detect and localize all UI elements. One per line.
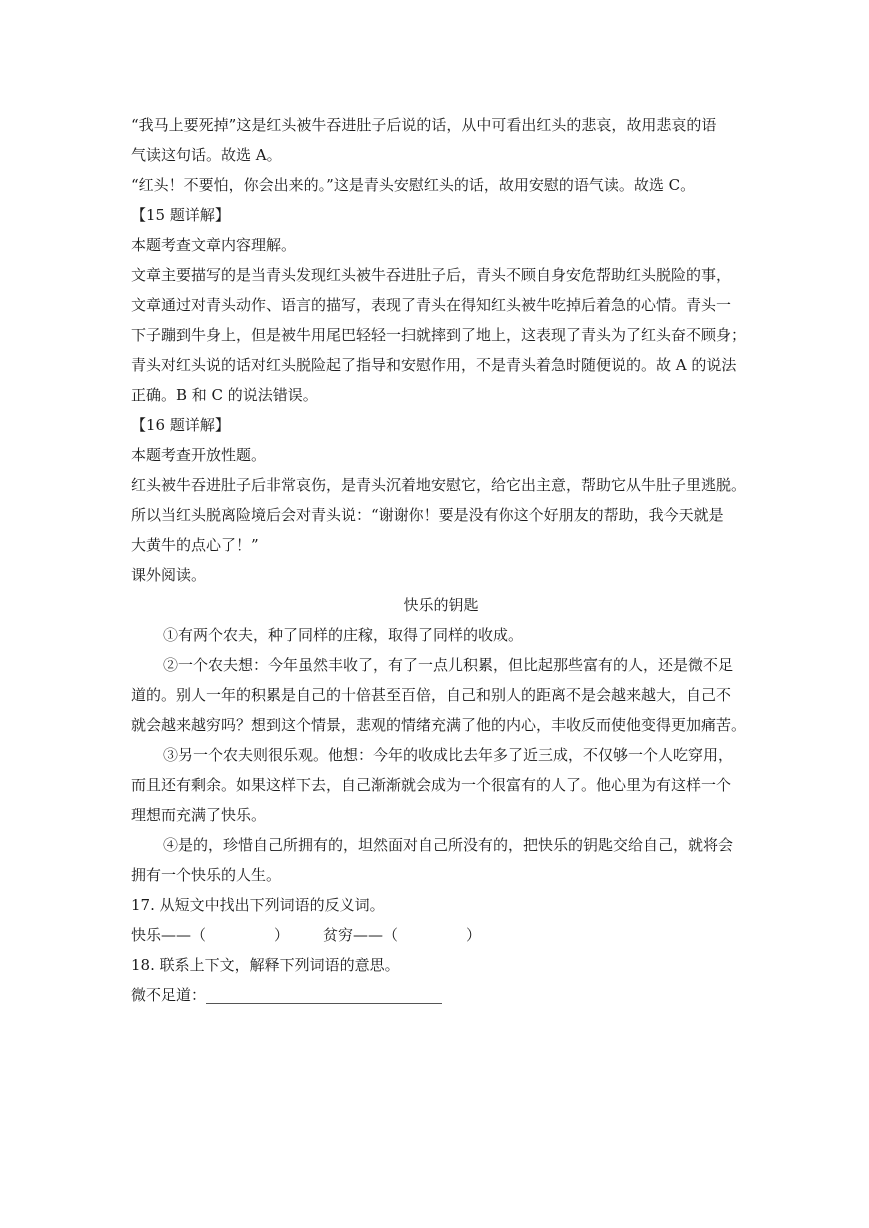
text-line: 青头对红头说的话对红头脱险起了指导和安慰作用，不是青头着急时随便说的。故 A 的说法 bbox=[131, 356, 737, 374]
section-heading-16: 【16 题详解】 bbox=[131, 416, 230, 434]
text-line: 气读这句话。故选 A。 bbox=[131, 146, 282, 164]
text-line: 本题考查开放性题。 bbox=[131, 446, 267, 464]
text-line: 文章主要描写的是当青头发现红头被牛吞进肚子后，青头不顾自身安危帮助红头脱险的事， bbox=[131, 266, 732, 284]
passage-title: 快乐的钥匙 bbox=[403, 596, 479, 614]
question-18-answer bbox=[131, 980, 751, 1010]
passage-line: 就会越来越穷吗？想到这个情景，悲观的情绪充满了他的内心，丰收反而使他变得更加痛苦。 bbox=[131, 716, 747, 734]
passage-paragraph-4: ④是的，珍惜自己所拥有的，坦然面对自己所没有的，把快乐的钥匙交给自己，就将会 bbox=[163, 836, 734, 854]
text-line: 下子蹦到牛身上，但是被牛用尾巴轻轻一扫就摔到了地上，这表现了青头为了红头奋不顾身； bbox=[131, 326, 747, 344]
text-line: 所以当红头脱离险境后会对青头说：“谢谢你！要是没有你这个好朋友的帮助，我今天就是 bbox=[131, 506, 724, 524]
passage-paragraph-1: ①有两个农夫，种了同样的庄稼，取得了同样的收成。 bbox=[163, 626, 524, 644]
passage-line: 理想而充满了快乐。 bbox=[131, 806, 267, 824]
text-line: 红头被牛吞进肚子后非常哀伤，是青头沉着地安慰它，给它出主意，帮助它从牛肚子里逃脱。 bbox=[131, 476, 747, 494]
answer-underline[interactable] bbox=[206, 985, 442, 1004]
text-line: 课外阅读。 bbox=[131, 566, 207, 584]
text-line: 本题考查文章内容理解。 bbox=[131, 236, 297, 254]
question-17-answers bbox=[131, 920, 751, 950]
antonym-prompt-pinqiong: 贫穷——（ bbox=[323, 926, 399, 944]
passage-line: 而且还有剩余。如果这样下去，自己渐渐就会成为一个很富有的人了。他心里为有这样一个 bbox=[131, 776, 732, 794]
passage-line: 道的。别人一年的积累是自己的十倍甚至百倍，自己和别人的距离不是会越来越大，自己不 bbox=[131, 686, 732, 704]
question-18: 18. 联系上下文，解释下列词语的意思。 bbox=[131, 956, 400, 974]
text-line: “我马上要死掉”这是红头被牛吞进肚子后说的话，从中可看出红头的悲哀，故用悲哀的语 bbox=[131, 116, 717, 134]
section-heading-15: 【15 题详解】 bbox=[131, 206, 230, 224]
passage-paragraph-3: ③另一个农夫则很乐观。他想：今年的收成比去年多了近三成，不仅够一个人吃穿用， bbox=[163, 746, 734, 764]
term-label: 微不足道： bbox=[131, 986, 207, 1004]
text-line: “红头！不要怕，你会出来的。”这是青头安慰红头的话，故用安慰的语气读。故选 C。 bbox=[131, 176, 696, 194]
close-paren: ） bbox=[274, 926, 290, 944]
text-line: 文章通过对青头动作、语言的描写，表现了青头在得知红头被牛吃掉后着急的心情。青头一 bbox=[131, 296, 732, 314]
question-17: 17. 从短文中找出下列词语的反义词。 bbox=[131, 896, 385, 914]
text-line: 大黄牛的点心了！” bbox=[131, 536, 259, 554]
passage-paragraph-2: ②一个农夫想：今年虽然丰收了，有了一点儿积累，但比起那些富有的人，还是微不足 bbox=[163, 656, 734, 674]
passage-line: 拥有一个快乐的人生。 bbox=[131, 866, 282, 884]
text-line: 正确。B 和 C 的说法错误。 bbox=[131, 386, 318, 404]
close-paren: ） bbox=[466, 926, 482, 944]
document-body bbox=[131, 110, 751, 1010]
antonym-prompt-kuaile: 快乐——（ bbox=[131, 926, 207, 944]
